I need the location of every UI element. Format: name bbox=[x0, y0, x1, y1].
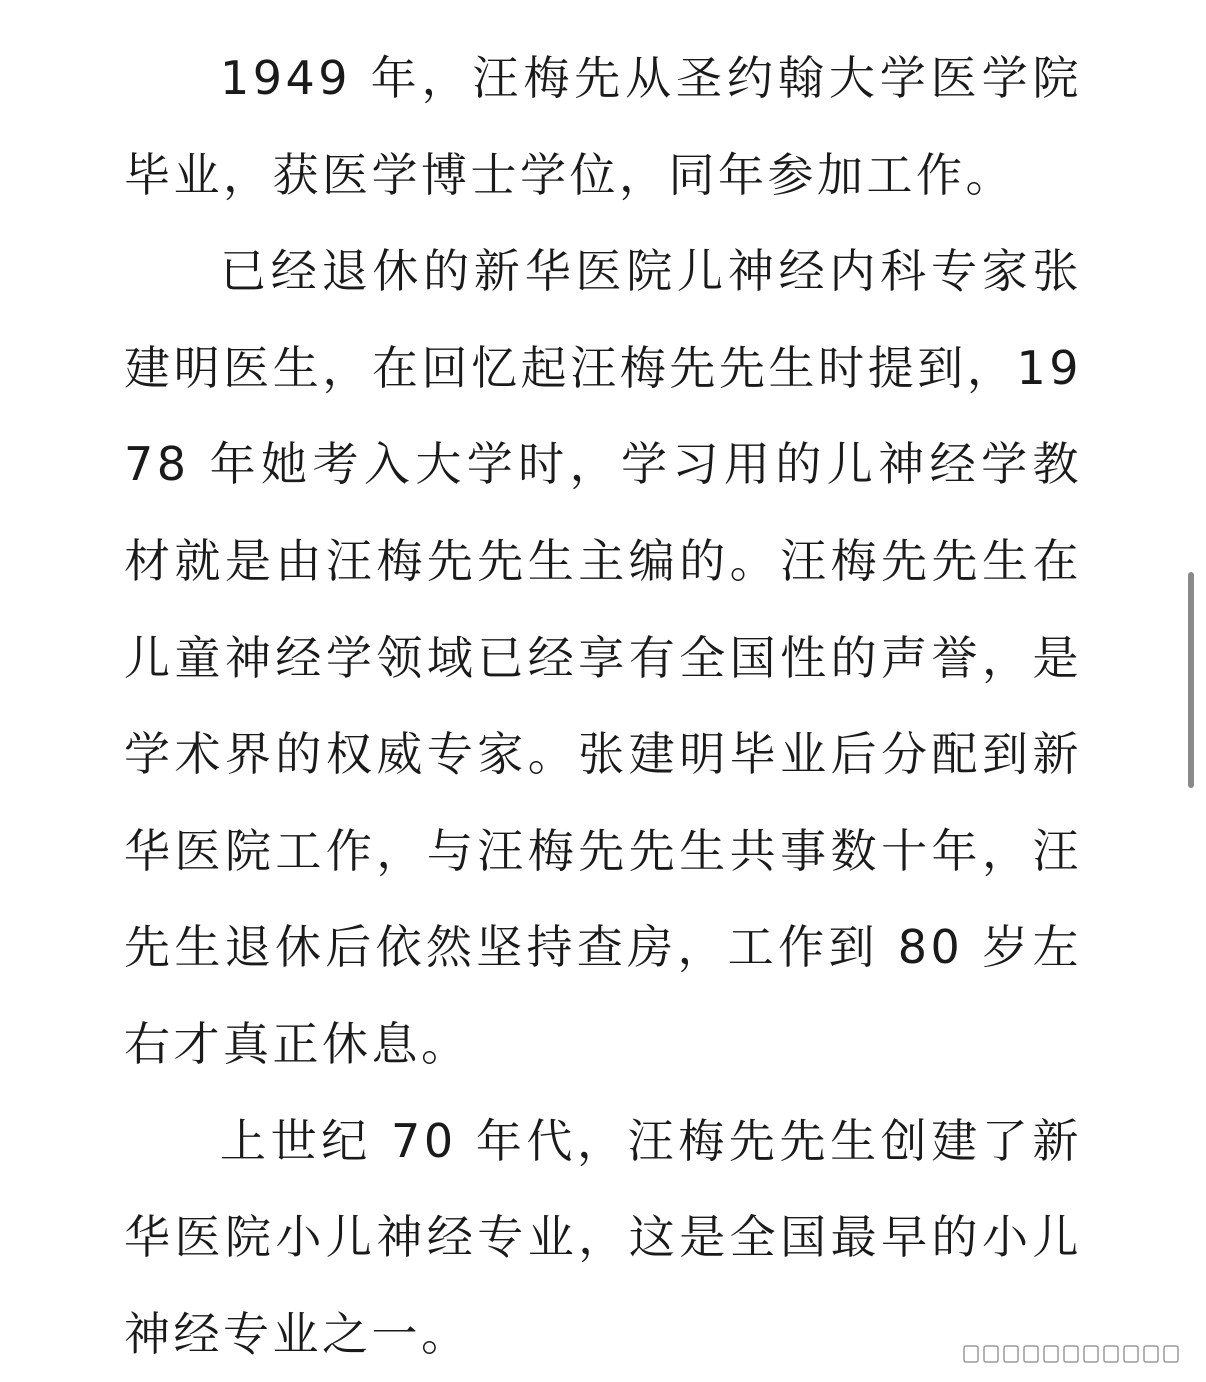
stacked-pages-icon bbox=[962, 1343, 1190, 1365]
scrollbar-thumb[interactable] bbox=[1188, 572, 1194, 788]
paragraph-1: 1949 年，汪梅先从圣约翰大学医学院毕业，获医学博士学位，同年参加工作。 bbox=[124, 51, 1082, 202]
watermark bbox=[962, 1343, 1190, 1365]
paragraph-2: 已经退休的新华医院儿神经内科专家张建明医生，在回忆起汪梅先先生时提到，1978 年她考入大学时，学习用的儿神经学教材就是由汪梅先先生主编的。汪梅先先生在儿童神经学领域已经享有全国性的声誉，是学术界的权威专家。张建明毕业后分配到新华医院工作，与汪梅先先生共事数十年，汪先生退休后依然坚持查房，工作到 80 岁左右才真正休息。 bbox=[124, 244, 1082, 1071]
paragraph-3: 上世纪 70 年代，汪梅先先生创建了新华医院小儿神经专业，这是全国最早的小儿神经专业之一。 bbox=[124, 1113, 1082, 1361]
article-body bbox=[124, 30, 1082, 1382]
